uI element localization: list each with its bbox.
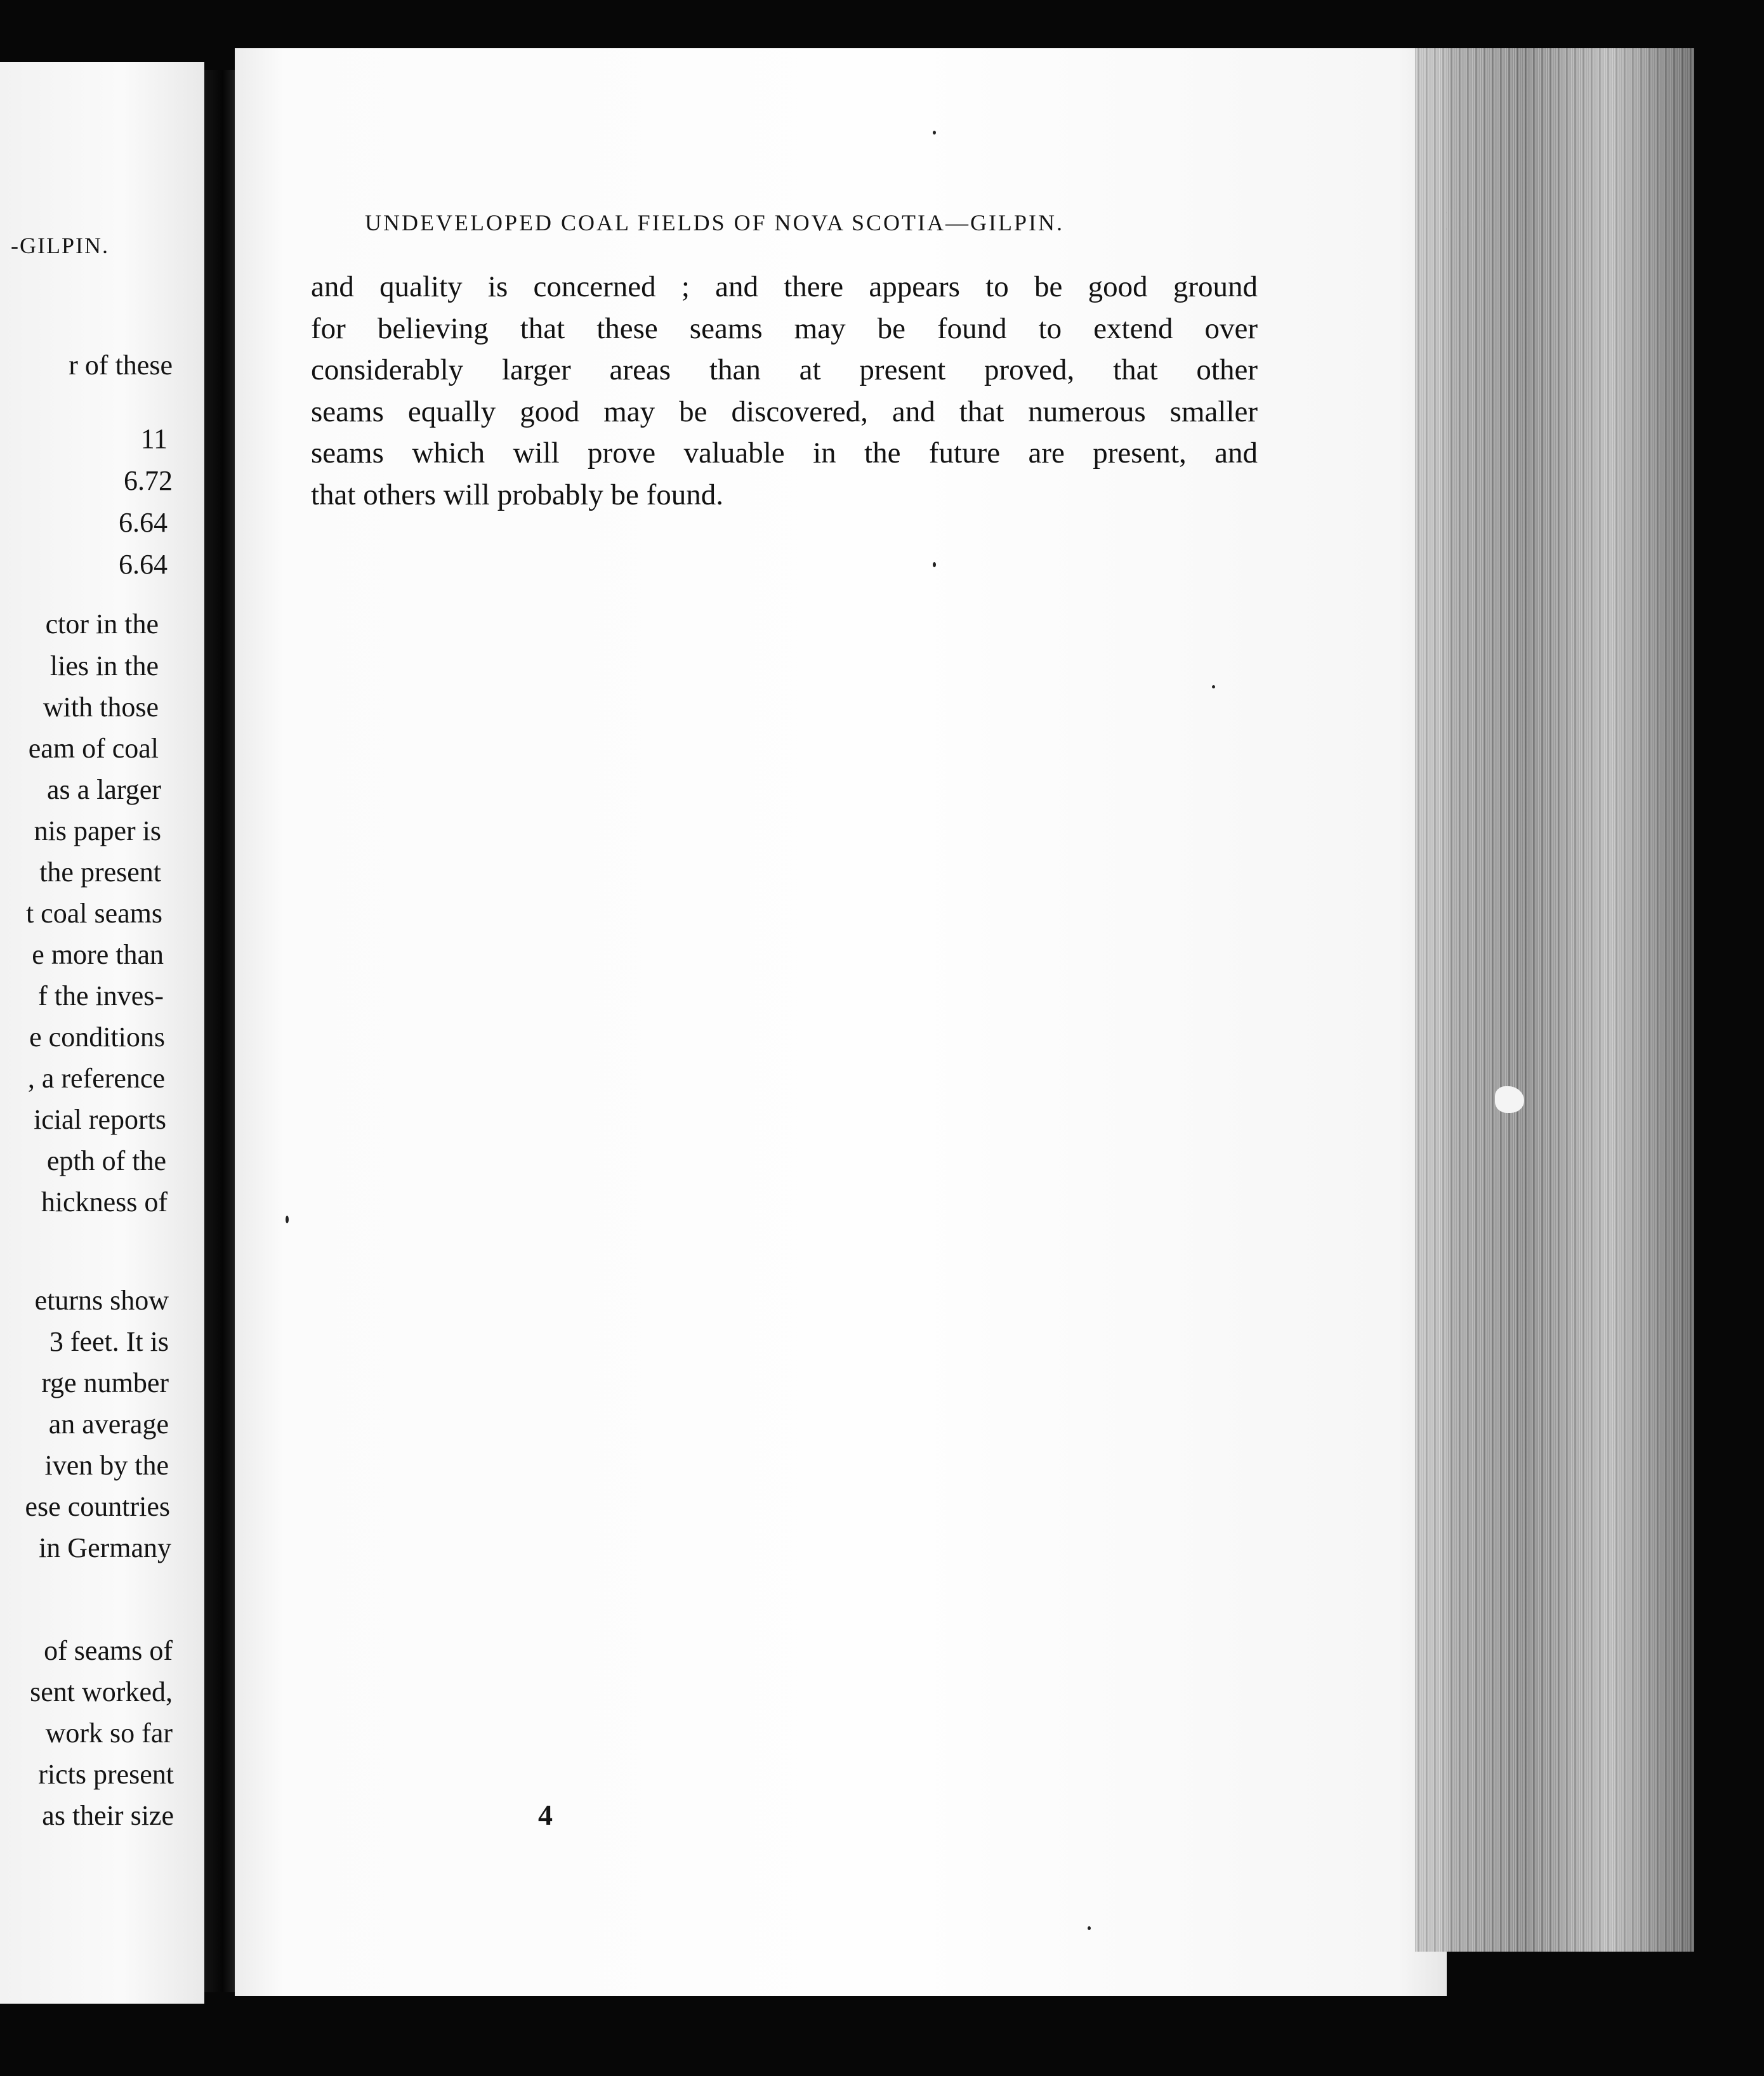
left-text-line: eturns show — [34, 1285, 169, 1316]
left-text-line: 3 feet. It is — [49, 1326, 169, 1357]
left-text-line: rge number — [41, 1367, 169, 1398]
left-text-line: work so far — [45, 1718, 173, 1749]
left-text-line: ctor in the — [45, 608, 159, 640]
left-text-line: in Germany — [39, 1532, 171, 1563]
left-text-line: the present — [39, 857, 161, 888]
left-text-line: as their size — [42, 1800, 174, 1831]
left-text-line: as a larger — [47, 774, 161, 805]
left-text-line: nis paper is — [34, 815, 161, 846]
left-text-line: f the inves- — [38, 980, 164, 1011]
left-text-line: eam of coal — [28, 733, 159, 764]
page-edges — [1415, 48, 1694, 1952]
left-text-line: ricts present — [38, 1759, 174, 1790]
body-line: considerably larger areas than at present proved, that other — [311, 353, 1258, 387]
left-text-line: e conditions — [29, 1022, 165, 1053]
left-text-line: , a reference — [27, 1063, 165, 1094]
body-line: and quality is concerned ; and there appears to be good ground — [311, 270, 1258, 303]
left-text-line: e more than — [32, 939, 164, 970]
left-text-line: 6.72 — [124, 465, 173, 496]
book-gutter — [204, 70, 235, 1992]
ink-speck — [1212, 685, 1215, 688]
left-text-line: of seams of — [44, 1635, 173, 1666]
left-text-line: epth of the — [46, 1145, 166, 1176]
paper-tear — [1495, 1086, 1524, 1113]
left-text-line: t coal seams — [25, 898, 162, 929]
left-text-line: 11 — [140, 423, 168, 454]
left-text-line: iven by the — [44, 1450, 169, 1481]
left-text-line: lies in the — [49, 650, 159, 681]
right-page — [235, 48, 1447, 1996]
left-running-head: -GILPIN. — [11, 233, 109, 258]
ink-speck — [1088, 1926, 1091, 1930]
body-line: for believing that these seams may be found to extend over — [311, 312, 1258, 345]
signature-mark: 4 — [538, 1799, 553, 1831]
body-line: seams equally good may be discovered, and that numerous smaller — [311, 395, 1258, 428]
body-paragraph — [311, 266, 1258, 516]
ink-speck — [933, 562, 936, 567]
left-text-line: with those — [43, 692, 159, 723]
running-head — [365, 200, 1491, 239]
left-text-line: an average — [48, 1409, 169, 1440]
left-text-line: icial reports — [34, 1104, 166, 1135]
left-text-line: 6.64 — [119, 507, 168, 538]
running-head-title: UNDEVELOPED COAL FIELDS OF NOVA SCOTIA—GILPIN. — [365, 210, 1065, 235]
body-line: seams which will prove valuable in the future are present, and — [311, 437, 1258, 470]
left-text-line: 6.64 — [119, 549, 168, 580]
left-text-line: sent worked, — [30, 1676, 173, 1707]
ink-speck — [933, 131, 936, 135]
ink-speck — [286, 1216, 289, 1223]
left-text-line: r of these — [69, 350, 173, 381]
body-line: that others will probably be found. — [311, 478, 724, 511]
left-page — [0, 62, 204, 2004]
left-text-line: hickness of — [41, 1186, 168, 1218]
left-text-line: ese countries — [25, 1491, 170, 1522]
